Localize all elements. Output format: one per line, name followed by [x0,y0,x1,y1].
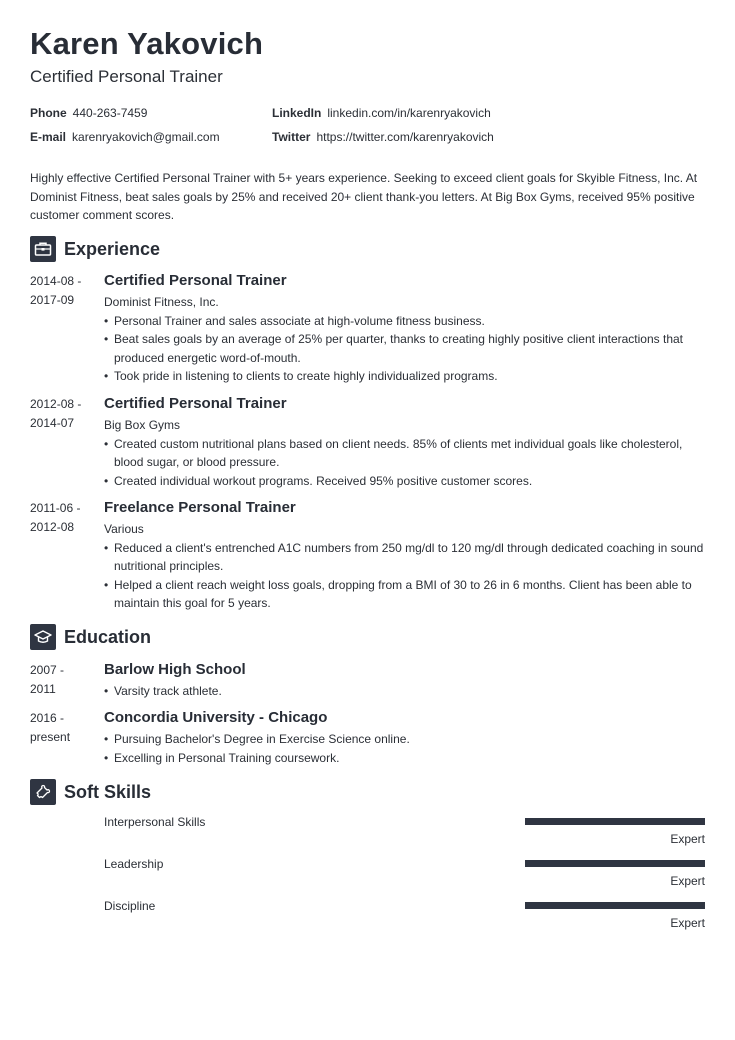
candidate-name: Karen Yakovich [30,26,264,61]
contact-twitter [272,130,494,144]
entry-body [104,709,708,767]
skill-name: Interpersonal Skills [104,815,206,829]
bullet-list [104,682,708,701]
school-name: Concordia University - Chicago [104,709,328,726]
bullet-list [104,539,708,613]
skill-level-bar [525,902,705,909]
job-title: Certified Personal Trainer [104,395,287,412]
contact-linkedin [272,106,491,120]
date-start: 2014-08 - [30,274,82,288]
entry-body [104,272,708,386]
entry-body [104,395,708,490]
email-label: E-mail [30,130,67,144]
skill-name: Discipline [104,899,156,913]
contact-phone [30,106,147,120]
entry-dates [30,709,98,747]
skill-name: Leadership [104,857,164,871]
skills-section-header [30,779,151,805]
linkedin-link[interactable]: linkedin.com/in/karenryakovich [327,106,491,120]
employer: Dominist Fitness, Inc. [104,295,219,309]
skill-level-label: Expert [670,832,705,846]
entry-body [104,661,708,701]
bullet-list [104,312,708,386]
skill-level-label: Expert [670,874,705,888]
skill-level-fill [525,818,705,825]
bullet-item: • Created individual workout programs. Received 95% positive customer scores. [104,472,708,491]
experience-heading: Experience [64,238,161,259]
education-section-header [30,624,151,650]
date-start: 2011-06 - [30,501,81,515]
bullet-item: • Reduced a client's entrenched A1C numbers from 250 mg/dl to 120 mg/dl through dedicated coaching in sound nutritional principles. [104,539,708,576]
contact-email [30,130,220,144]
skill-level-fill [525,902,705,909]
bullet-list [104,435,708,491]
job-title: Freelance Personal Trainer [104,499,296,516]
bullet-item: • Created custom nutritional plans based on client needs. 85% of clients met individual goals like cholesterol, blood sugar, or blood pressure. [104,435,708,472]
skills-heading: Soft Skills [64,781,152,802]
candidate-title: Certified Personal Trainer [30,67,223,86]
skill-level-bar [525,818,705,825]
bullet-item: • Personal Trainer and sales associate at high-volume fitness business. [104,312,708,331]
employer: Big Box Gyms [104,418,181,432]
entry-dates [30,272,98,310]
bullet-item: • Excelling in Personal Training coursework. [104,749,708,768]
bullet-list [104,730,708,767]
bullet-item: • Helped a client reach weight loss goals, dropping from a BMI of 30 to 26 in 6 months. Client has been able to maintain this goal for 5 years. [104,576,708,613]
skill-level-label: Expert [670,916,705,930]
experience-section-header [30,236,160,262]
briefcase-icon [30,236,56,262]
date-end: present [30,730,71,744]
linkedin-label: LinkedIn [272,106,322,120]
bullet-item: • Pursuing Bachelor's Degree in Exercise Science online. [104,730,708,749]
entry-dates [30,499,98,537]
date-end: 2012-08 [30,520,75,534]
date-start: 2007 - [30,663,65,677]
entry-dates [30,395,98,433]
bullet-item: • Beat sales goals by an average of 25% per quarter, thanks to creating highly positive client interactions that produced energetic word-of-mouth. [104,330,708,367]
date-end: 2017-09 [30,293,75,307]
date-end: 2014-07 [30,416,75,430]
education-heading: Education [64,626,152,647]
bullet-item: • Took pride in listening to clients to create highly individualized programs. [104,367,708,386]
twitter-label: Twitter [272,130,311,144]
phone-value: 440-263-7459 [72,106,148,120]
school-name: Barlow High School [104,661,246,678]
graduation-cap-icon [30,624,56,650]
summary-paragraph: Highly effective Certified Personal Trainer with 5+ years experience. Seeking to exceed client goals for Skyible Fitness, Inc. At Dominist Fitness, beat sales goals by 25% and received 20+ client thank-you letters. At Big Box Gyms, received 95% positive customer comment scores. [30,171,698,222]
employer: Various [104,522,144,536]
date-start: 2012-08 - [30,397,82,411]
skill-level-bar [525,860,705,867]
skill-level-fill [525,860,705,867]
date-end: 2011 [30,682,56,696]
date-start: 2016 - [30,711,65,725]
entry-dates [30,661,98,699]
entry-body [104,499,708,613]
job-title: Certified Personal Trainer [104,272,287,289]
phone-label: Phone [30,106,67,120]
email-link[interactable]: karenryakovich@gmail.com [72,130,220,144]
puzzle-piece-icon [30,779,56,805]
twitter-link[interactable]: https://twitter.com/karenryakovich [316,130,494,144]
bullet-item: • Varsity track athlete. [104,682,708,701]
